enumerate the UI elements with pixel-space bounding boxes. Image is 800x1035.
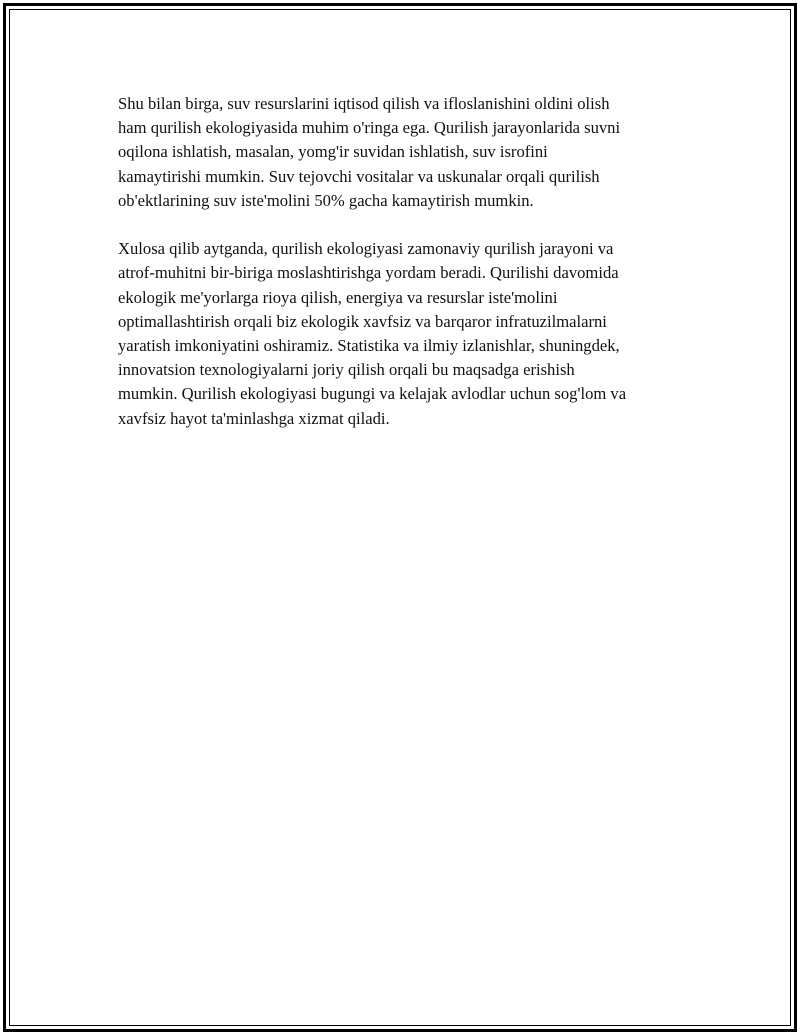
document-body xyxy=(118,92,693,455)
paragraph-water-resources: Shu bilan birga, suv resurslarini iqtisod qilish va ifloslanishini oldini olish ham qurilish ekologiyasida muhim o'ringa ega. Qurilish jarayonlarida suvni oqilona ishlatish, masalan, yomg'ir suvidan ishlatish, suv isrofini kamaytirishi mumkin. Suv tejovchi vositalar va uskunalar orqali qurilish ob'ektlarining suv iste'molini 50% gacha kamaytirish mumkin. xyxy=(118,94,621,210)
paragraph-conclusion: Xulosa qilib aytganda, qurilish ekologiyasi zamonaviy qurilish jarayoni va atrof-muhitni bir-biriga moslashtirishga yordam beradi. Qurilishi davomida ekologik me'yorlarga rioya qilish, energiya va resurslar iste'molini optimallashtirish orqali biz ekologik xavfsiz va barqaror infratuzilmalarni yaratish imkoniyatini oshiramiz. Statistika va ilmiy izlanishlar, shuningdek, innovatsion texnologiyalarni joriy qilish orqali bu maqsadga erishish mumkin. Qurilish ekologiyasi bugungi va kelajak avlodlar uchun sog'lom va xavfsiz hayot ta'minlashga xizmat qiladi. xyxy=(118,239,627,428)
